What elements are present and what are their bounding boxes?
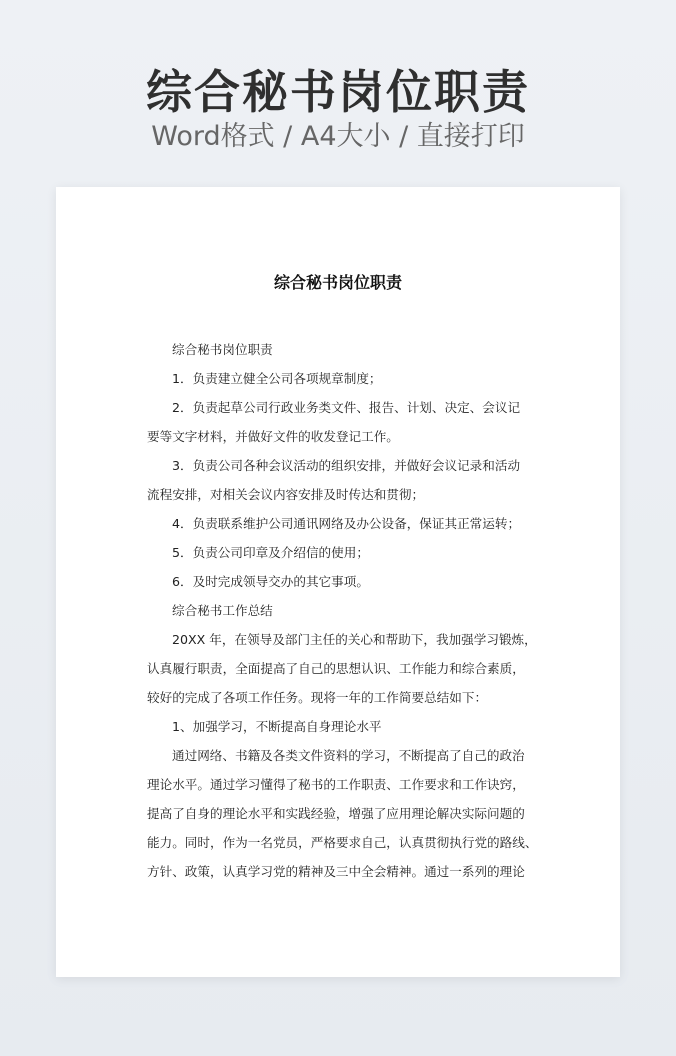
document-body	[147, 335, 538, 886]
document-line: 能力。同时，作为一名党员，严格要求自己，认真贯彻执行党的路线、	[147, 835, 538, 850]
document-line: 要等文字材料，并做好文件的收发登记工作。	[147, 429, 399, 444]
document-title: 综合秘书岗位职责	[273, 273, 402, 292]
document-line: 综合秘书工作总结	[172, 603, 273, 618]
document-page	[56, 187, 620, 977]
document-line: 流程安排，对相关会议内容安排及时传达和贯彻；	[147, 487, 425, 502]
document-line: 理论水平。通过学习懂得了秘书的工作职责、工作要求和工作诀窍，	[147, 777, 525, 792]
document-line: 1、加强学习，不断提高自身理论水平	[172, 719, 382, 734]
banner-title: 综合秘书岗位职责	[146, 65, 530, 119]
document-line: 2．负责起草公司行政业务类文件、报告、计划、决定、会议记	[172, 400, 521, 415]
document-line: 1．负责建立健全公司各项规章制度；	[172, 371, 382, 386]
document-line: 方针、政策，认真学习党的精神及三中全会精神。通过一系列的理论	[147, 864, 525, 879]
document-line: 4．负责联系维护公司通讯网络及办公设备，保证其正常运转；	[172, 516, 521, 531]
document-line: 3．负责公司各种会议活动的组织安排，并做好会议记录和活动	[172, 458, 521, 473]
document-line: 综合秘书岗位职责	[172, 342, 273, 357]
document-line: 认真履行职责，全面提高了自己的思想认识、工作能力和综合素质，	[147, 661, 525, 676]
document-line: 20XX 年，在领导及部门主任的关心和帮助下，我加强学习锻炼，	[172, 632, 537, 647]
document-line: 提高了自身的理论水平和实践经验，增强了应用理论解决实际问题的	[147, 806, 525, 821]
document-line: 5．负责公司印章及介绍信的使用；	[172, 545, 369, 560]
document-line: 较好的完成了各项工作任务。现将一年的工作简要总结如下：	[147, 690, 488, 705]
document-line: 6．及时完成领导交办的其它事项。	[172, 574, 369, 589]
banner-subtitle: Word格式 / A4大小 / 直接打印	[151, 121, 525, 152]
document-line: 通过网络、书籍及各类文件资料的学习，不断提高了自己的政治	[172, 748, 525, 763]
